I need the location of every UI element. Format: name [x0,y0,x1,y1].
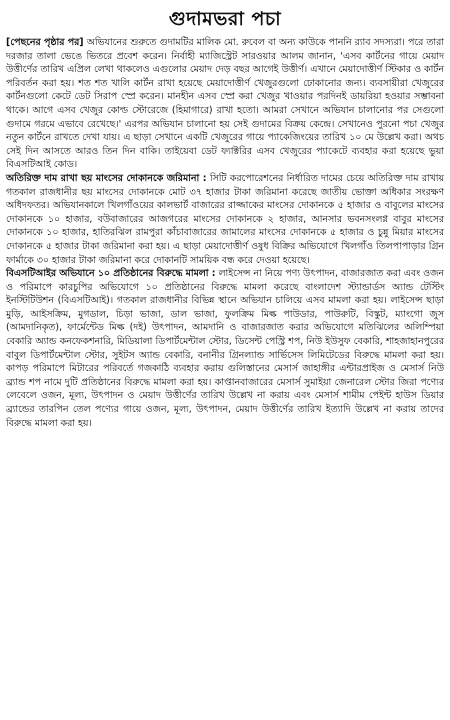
paragraph-3 [6,267,444,430]
subheading-meat-shops: অতিরিক্ত দাম রাখা ছয় মাংসের দোকানকে জরিমানা : [6,172,207,184]
paragraph-text: সিটি করপোরেশনের নির্ধারিত দামের চেয়ে অতিরিক্ত দাম রাখায় গতকাল রাজধানীর ছয় মাংসের দোকানকে মোট ৩৭ হাজার টাকা জরিমানা করেছে জাতীয় ভোক্তা অধিকার সংরক্ষণ অধিদফতর। অভিযানকালে খিলগাঁওয়ের কালভার্ট বাজারের রাজ্জাকের মাংসের দোকানকে ৫ হাজার ও বাবুলের মাংসের দোকানকে ১০ হাজার, বউবাজারের আজগরের মাংসের দোকানকে ২ হাজার, আনসার ভবনসংলগ্ন বাবুর মাংসের দোকানকে ১০ হাজার, হাতিরঝিল রামপুরা কাঁচাবাজারের জামালের মাংসের দোকানকে ৫ হাজার ও চুন্নু মিয়ার মাংসের দোকানকে ৫ হাজার টাকা জরিমানা করা হয়। এ ছাড়া মেয়াদোত্তীর্ণ ওষুধ বিক্রির অভিযোগে খিলগাঁও তিলপাপাড়ার গ্রিন ফার্মাকে ৩০ হাজার টাকা জরিমানা করে দোকানটি সাময়িক বন্ধ করে দেওয়া হয়েছে। [6,172,445,266]
paragraph-text: অভিযানের শুরুতে গুদামটির মালিক মো. রুবেল বা অন্য কাউকে পাননি র‍্যাব সদস্যরা। পরে তারা দরজার তালা ভেঙে ভিতরে প্রবেশ করেন। নির্বাহী ম্যাজিস্ট্রেট সারওয়ার আলম জানান, 'এসব কার্টনের গায়ে মেয়াদ উত্তীর্ণের তারিখ এপ্রিল লেখা থাকলেও এগুলোর মেয়াদ দেড় বছর আগেই উত্তীর্ণ। এখানে মেয়াদোত্তীর্ণ স্টিকার ও কার্টন পরিবর্তন করা হয়। শত শত খালি কার্টন রাখা হয়েছে মেয়াদোত্তীর্ণ খেজুরগুলো ঢোকানোর জন্য। ব্যবসায়ীরা খেজুরের কার্টনগুলো কেটে ডেট সিরাপ স্প্রে করেন। মানহীন এসব স্প্রে করা খেজুর খাওয়ার পরদিনই ডায়রিয়া হওয়ার সম্ভাবনা থাকে। আগে এসব খেজুর কোল্ড স্টোরেজে (হিমাগারে) রাখা হতো। আমরা সেখানে অভিযান চালানোর পর সেগুলো গুদামে গরমে এভাবে রেখেছে।' এরপর অভিযান চালানো হয় সেই গুদামের বিক্রয় কেন্দ্রে। সেখানেও পুরনো পচা খেজুর নতুন কার্টনে রাখতে দেখা যায়। এ ছাড়া সেখানে একটি খেজুরের গায়ে প্যাকেজিংয়ের তারিখ ১০ মে উল্লেখ করা। অথচ সেই দিন আসতে আরও তিন দিন বাকি। তাইয়েবা ডেট ফ্যাক্টরির এসব খেজুরের প্যাকেটে ব্যবহার করা হয়েছে ভুয়া বিএসটিআই কোড। [6,37,445,171]
paragraph-1 [6,36,444,172]
article-body [6,36,444,430]
subheading-bsti: বিএসটিআইর অভিযানে ১০ প্রতিষ্ঠানের বিরুদ্ধে মামলা : [6,268,216,280]
continuation-marker: [পেছনের পৃষ্ঠার পর] [6,37,84,48]
headline: গুদামভরা পচা [168,8,282,30]
paragraph-text: লাইসেন্স না নিয়ে পণ্য উৎপাদন, বাজারজাত করা এবং ওজন ও পরিমাপে কারচুপির অভিযোগে ১০ প্রতিষ্ঠানের বিরুদ্ধে মামলা করেছে বাংলাদেশ স্ট্যান্ডার্ডস অ্যান্ড টেস্টিং ইনস্টিটিউশন (বিএসটিআই)। গতকাল রাজধানীর বিভিন্ন স্থানে অভিযান চালিয়ে এসব মামলা করা হয়। লাইসেন্স ছাড়া মুড়ি, আইসক্রিম, মুগডাল, চিড়া ভাজা, ডাল ভাজা, ফুলক্রিম মিল্ক পাউডার, পাউরুটি, বিস্কুট, ম্যাংগো জুস (আমদানিকৃত), ফার্মেন্টেড মিল্ক (দই) উৎপাদন, আমদানি ও বাজারজাত করার অভিযোগে মতিঝিলের অলিম্পিয়া বেকারি অ্যান্ড কনফেকশনারি, মিডিয়ালা ডিপার্টমেন্টাল স্টোর, ডিসেন্ট পেস্ট্রি শপ, নিউ ইউসুফ বেকারি, শাহজাহানপুরের বাবুল ডিপার্টমেন্টাল স্টোর, সুইটস অ্যান্ড বেকারি, বনানীর গ্রিনল্যান্ড সার্ভিসেস লিমিটেডের বিরুদ্ধে মামলা করা হয়। কাপড় পরিমাপে মিটারের পরিবর্তে গজকাঠি ব্যবহার করায় গুলিস্তানের মেসার্স জাহাঙ্গীর এন্টারপ্রাইজ ও মেসার্স নিউ ব্র্যান্ড শপ নামে দুটি প্রতিষ্ঠানের বিরুদ্ধে মামলা করা হয়। কাপ্তানবাজারের মেসার্স সুমাইয়া জেনারেল স্টোর জিরা পণ্যের লেবেলে ওজন, মূল্য, উৎপাদন ও মেয়াদ উত্তীর্ণের তারিখ উল্লেখ না করায় এবং মেসার্স শামীম পেইন্ট হাউস ডিয়ার ব্র্যান্ডের তারপিন তেল পণ্যের গায়ে ওজন, মূল্য, উৎপাদন, মেয়াদ উত্তীর্ণের তারিখ ইত্যাদি উল্লেখ না করায় তাদের বিরুদ্ধে মামলা করা হয়। [6,268,444,429]
paragraph-2 [6,172,444,267]
